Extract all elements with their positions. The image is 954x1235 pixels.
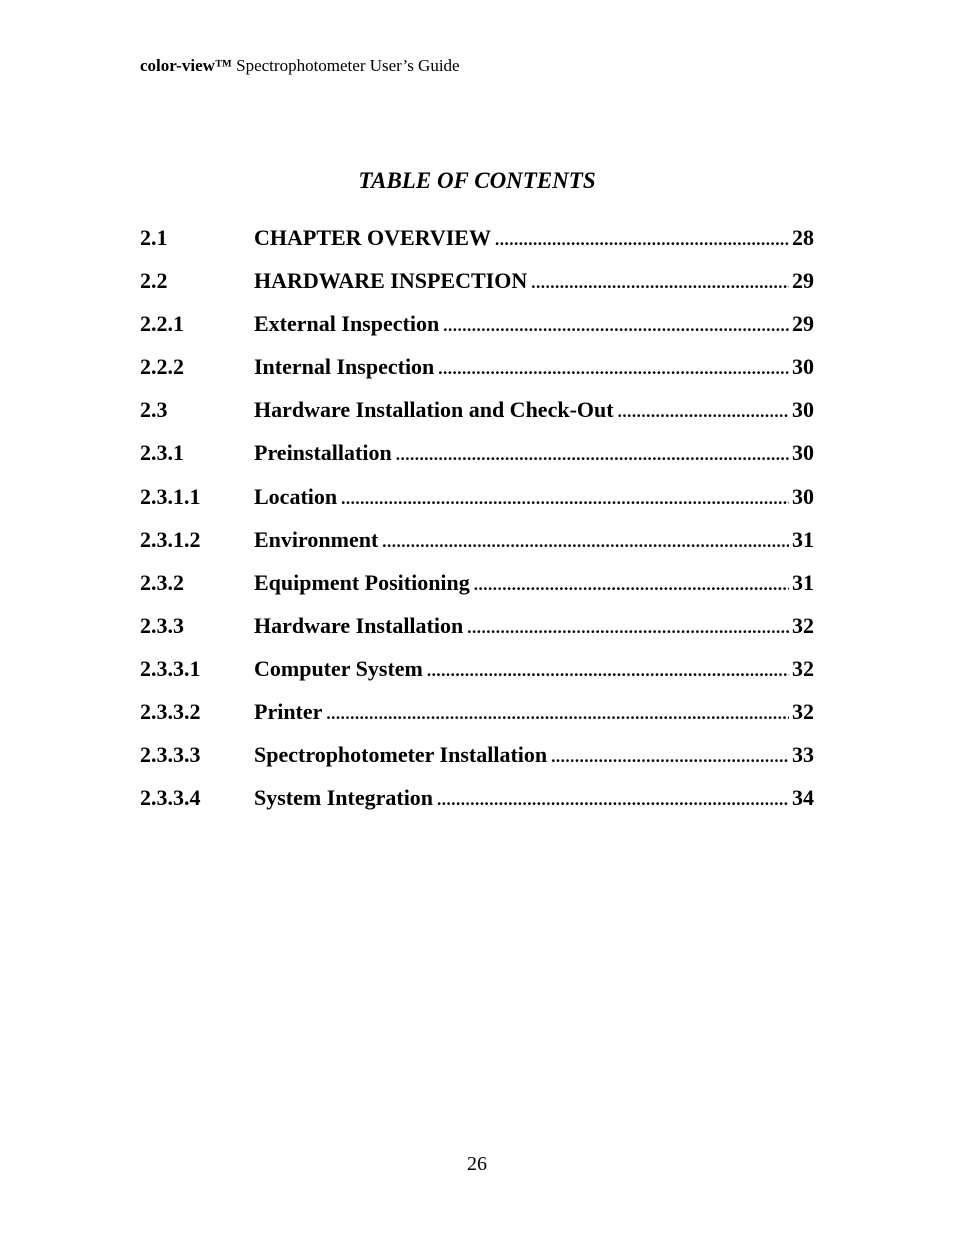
toc-list	[140, 225, 814, 828]
toc-entry-number: 2.3.1.2	[140, 526, 201, 552]
toc-entry-number: 2.3.1	[140, 440, 184, 466]
toc-entry-number: 2.1	[140, 225, 168, 250]
toc-entry[interactable]	[140, 742, 814, 785]
toc-dot-leader	[382, 532, 789, 552]
toc-entry-page: 32	[792, 612, 814, 638]
toc-entry[interactable]	[140, 656, 814, 699]
toc-entry-title: System Integration	[254, 785, 434, 811]
toc-entry-title: HARDWARE INSPECTION	[254, 268, 528, 294]
toc-entry[interactable]	[140, 699, 814, 742]
toc-entry-page: 31	[792, 569, 814, 595]
toc-entry-number: 2.2	[140, 268, 168, 294]
toc-entry-number: 2.3.3.3	[140, 742, 201, 768]
toc-entry-page: 30	[792, 354, 814, 380]
toc-entry-number: 2.3.3	[140, 612, 184, 638]
toc-entry-title: Spectrophotometer Installation	[254, 742, 548, 768]
toc-entry-number: 2.2.2	[140, 354, 184, 380]
toc-entry[interactable]	[140, 484, 814, 527]
header-subtitle: Spectrophotometer User’s Guide	[231, 56, 460, 75]
header-brand: color-view™	[140, 56, 232, 75]
running-header	[140, 56, 460, 76]
toc-entry-title: Computer System	[254, 655, 423, 681]
toc-entry-page: 31	[792, 526, 814, 552]
toc-entry-page: 29	[792, 311, 814, 337]
toc-entry[interactable]	[140, 354, 814, 397]
toc-dot-leader	[551, 747, 789, 767]
toc-dot-leader	[474, 575, 789, 595]
toc-entry-number: 2.3	[140, 397, 168, 423]
toc-entry-page: 32	[792, 699, 814, 725]
toc-dot-leader	[438, 359, 789, 379]
toc-entry-page: 29	[792, 268, 814, 294]
toc-entry-number: 2.3.3.2	[140, 699, 201, 725]
page-number: 26	[467, 1153, 487, 1175]
toc-entry-title: External Inspection	[254, 311, 440, 337]
toc-dot-leader	[396, 445, 789, 465]
toc-entry-number: 2.3.1.1	[140, 483, 201, 509]
toc-entry-page: 34	[792, 785, 814, 811]
toc-dot-leader	[427, 661, 789, 681]
toc-entry-title: Hardware Installation	[254, 612, 464, 638]
toc-entry-page: 32	[792, 655, 814, 681]
toc-dot-leader	[341, 489, 789, 509]
toc-entry-title: Preinstallation	[254, 440, 392, 466]
toc-entry-page: 28	[792, 225, 814, 250]
toc-entry-page: 30	[792, 483, 814, 509]
toc-entry[interactable]	[140, 268, 814, 311]
toc-entry-number: 2.3.3.4	[140, 785, 201, 811]
toc-entry-title: Internal Inspection	[254, 354, 435, 380]
toc-entry[interactable]	[140, 527, 814, 570]
toc-entry[interactable]	[140, 613, 814, 656]
toc-entry[interactable]	[140, 570, 814, 613]
toc-entry-number: 2.3.2	[140, 569, 184, 595]
toc-entry-title: Hardware Installation and Check-Out	[254, 397, 614, 423]
toc-entry[interactable]	[140, 440, 814, 483]
toc-dot-leader	[443, 316, 789, 336]
toc-dot-leader	[467, 618, 789, 638]
toc-entry-page: 30	[792, 440, 814, 466]
toc-entry-title: Environment	[254, 526, 379, 552]
toc-entry-title: Location	[254, 483, 338, 509]
toc-entry[interactable]	[140, 785, 814, 828]
toc-entry[interactable]	[140, 311, 814, 354]
toc-dot-leader	[495, 230, 789, 250]
toc-entry-title: Equipment Positioning	[254, 569, 470, 595]
toc-entry[interactable]	[140, 397, 814, 440]
toc-dot-leader	[531, 273, 789, 293]
toc-entry-number: 2.3.3.1	[140, 655, 201, 681]
toc-dot-leader	[326, 704, 789, 724]
toc-entry-page: 33	[792, 742, 814, 768]
toc-entry-number: 2.2.1	[140, 311, 184, 337]
toc-entry-page: 30	[792, 397, 814, 423]
toc-dot-leader	[437, 790, 789, 810]
toc-entry-title: Printer	[254, 699, 323, 725]
toc-entry-title: CHAPTER OVERVIEW	[254, 225, 491, 250]
toc-dot-leader	[618, 402, 789, 422]
toc-entry[interactable]	[140, 225, 814, 268]
toc-title: TABLE OF CONTENTS	[358, 168, 596, 193]
